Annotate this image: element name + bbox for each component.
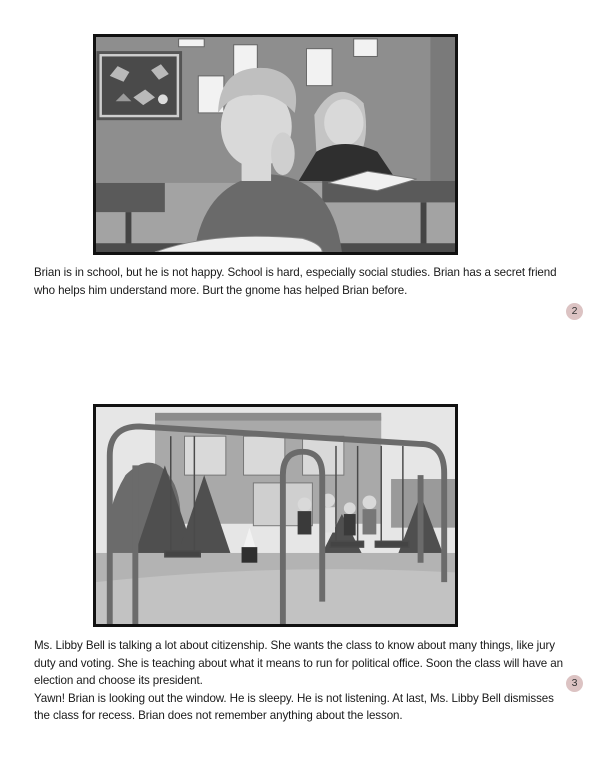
page-number: 2 xyxy=(571,305,578,317)
story-text-page-3 xyxy=(34,637,564,725)
story-text-page-2 xyxy=(34,264,564,299)
classroom-illustration xyxy=(93,34,458,255)
page-number-badge xyxy=(566,303,583,320)
playground-drawing xyxy=(96,407,455,624)
story-paragraph: Brian is in school, but he is not happy. School is hard, especially social studies. Brian has a secret friend who helps him understand more. Burt the gnome has helped Brian before. xyxy=(34,266,557,297)
story-paragraph: Ms. Libby Bell is talking a lot about citizenship. She wants the class to know about many things, like jury duty and voting. She is teaching about what it means to run for political office. Soon the class will have an election and choose its president. xyxy=(34,639,563,687)
page-number: 3 xyxy=(571,677,578,689)
bulletin-board xyxy=(98,53,181,119)
story-paragraph: Yawn! Brian is looking out the window. He is sleepy. He is not listening. At last, Ms. Libby Bell dismisses the class for recess. Brian does not remember anything about the lesson. xyxy=(34,691,554,722)
classroom-drawing xyxy=(96,37,455,252)
page-number-badge xyxy=(566,675,583,692)
playground-illustration xyxy=(93,404,458,627)
